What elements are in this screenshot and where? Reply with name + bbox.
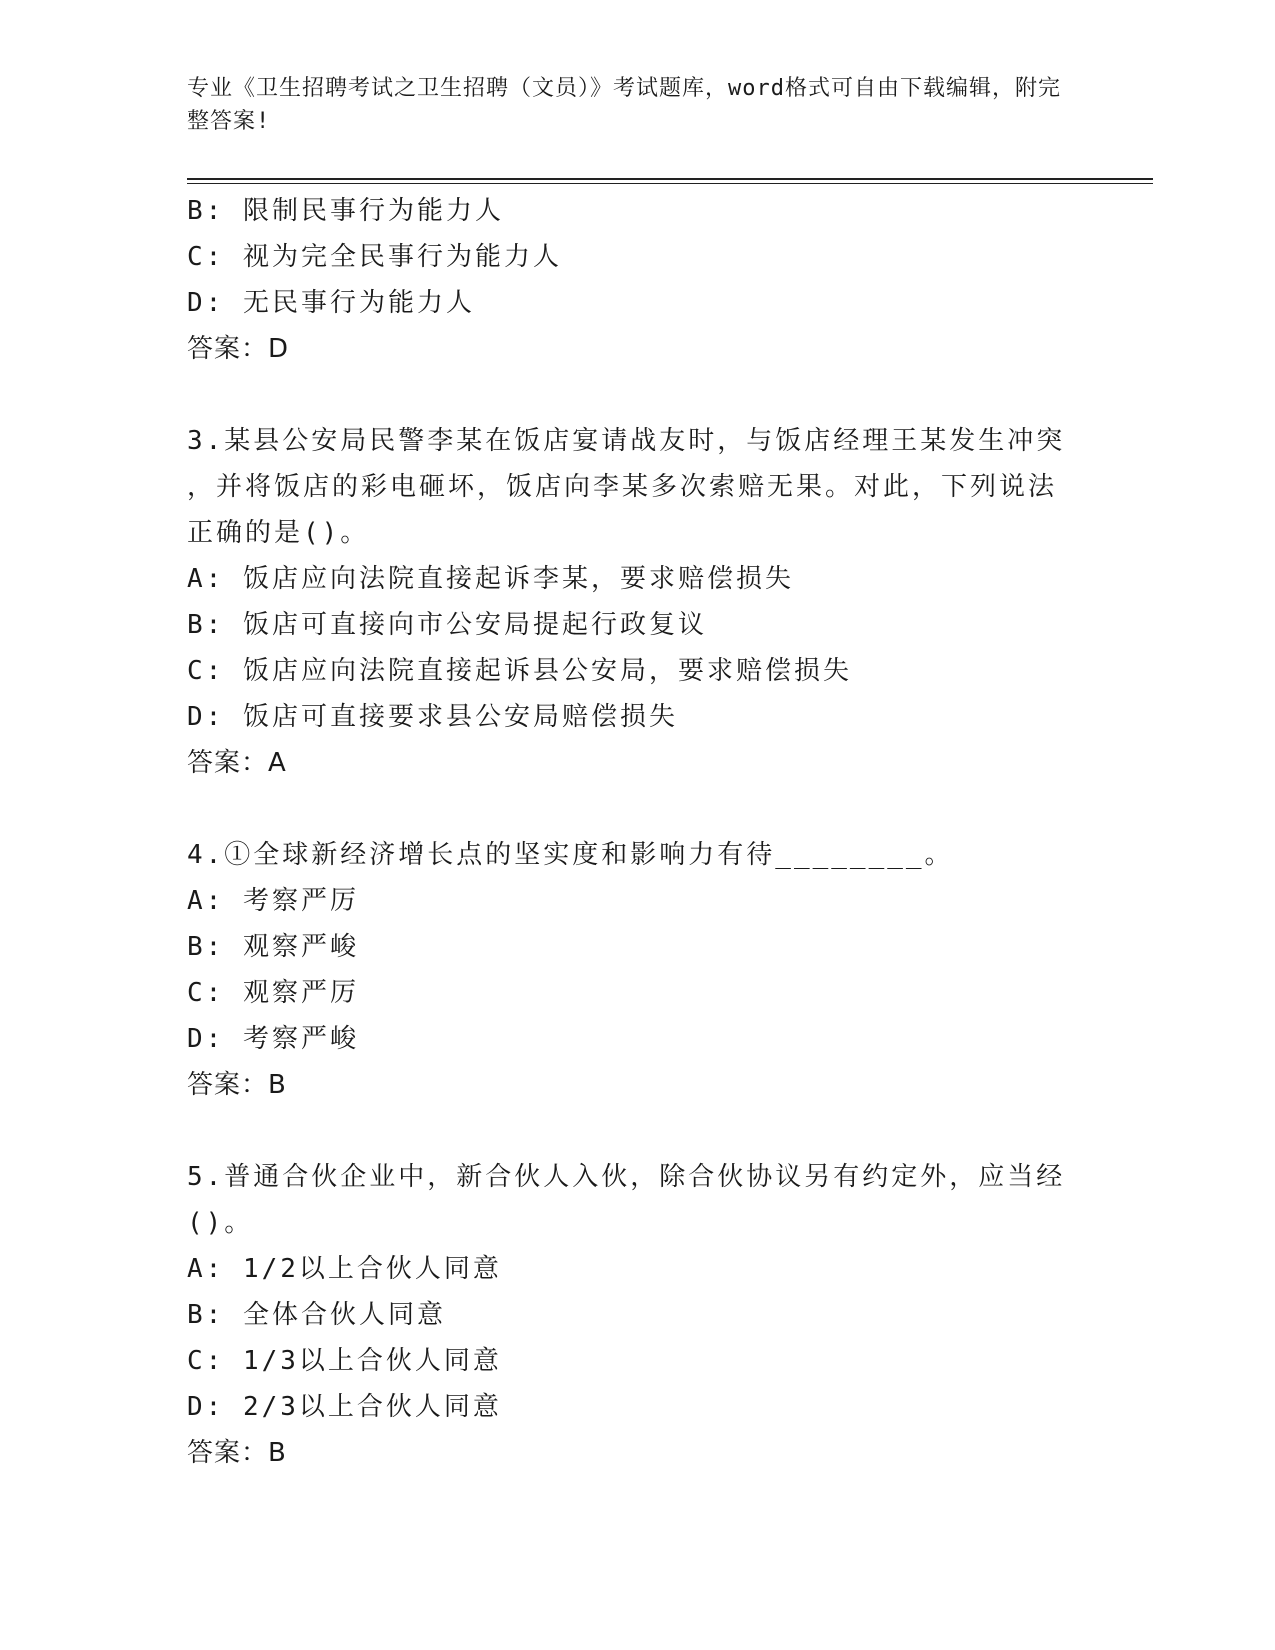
question-stem-line: ()。 — [187, 1208, 254, 1238]
option-c: C: 观察严厉 — [187, 978, 359, 1008]
question-stem-line: 正确的是()。 — [187, 518, 370, 548]
question-block — [187, 418, 1067, 786]
answer-line: 答案：B — [187, 1070, 287, 1100]
option-c: C: 视为完全民事行为能力人 — [187, 242, 562, 272]
header-divider-thin — [187, 183, 1153, 184]
question-stem-line: 3.某县公安局民警李某在饭店宴请战友时，与饭店经理王某发生冲突 — [187, 426, 1066, 456]
question-stem-line: 5.普通合伙企业中，新合伙人入伙，除合伙协议另有约定外，应当经 — [187, 1162, 1066, 1192]
answer-line: 答案：B — [187, 1438, 287, 1468]
option-a: A: 考察严厉 — [187, 886, 359, 916]
question-gap — [187, 786, 1067, 832]
question-stem-line: 4.①全球新经济增长点的坚实度和影响力有待________。 — [187, 840, 954, 870]
option-a: A: 1/2以上合伙人同意 — [187, 1254, 502, 1284]
option-b: B: 饭店可直接向市公安局提起行政复议 — [187, 610, 707, 640]
question-stem-line: ，并将饭店的彩电砸坏，饭店向李某多次索赔无果。对此，下列说法 — [187, 472, 1058, 502]
header-divider-thick — [187, 178, 1153, 180]
question-gap — [187, 1108, 1067, 1154]
header-text: 专业《卫生招聘考试之卫生招聘（文员）》考试题库，word格式可自由下载编辑，附完整答案! — [187, 76, 1061, 134]
option-d: D: 饭店可直接要求县公安局赔偿损失 — [187, 702, 678, 732]
question-gap — [187, 372, 1067, 418]
option-a: A: 饭店应向法院直接起诉李某，要求赔偿损失 — [187, 564, 794, 594]
option-c: C: 饭店应向法院直接起诉县公安局，要求赔偿损失 — [187, 656, 852, 686]
question-block — [187, 188, 1067, 372]
option-d: D: 考察严峻 — [187, 1024, 359, 1054]
option-d: D: 无民事行为能力人 — [187, 288, 475, 318]
question-list — [187, 188, 1067, 1476]
option-d: D: 2/3以上合伙人同意 — [187, 1392, 502, 1422]
answer-line: 答案：A — [187, 748, 287, 778]
question-block — [187, 1154, 1067, 1476]
answer-line: 答案：D — [187, 334, 290, 364]
option-b: B: 观察严峻 — [187, 932, 359, 962]
option-c: C: 1/3以上合伙人同意 — [187, 1346, 502, 1376]
option-b: B: 全体合伙人同意 — [187, 1300, 446, 1330]
option-b: B: 限制民事行为能力人 — [187, 196, 504, 226]
question-block — [187, 832, 1067, 1108]
document-header — [187, 72, 1067, 138]
